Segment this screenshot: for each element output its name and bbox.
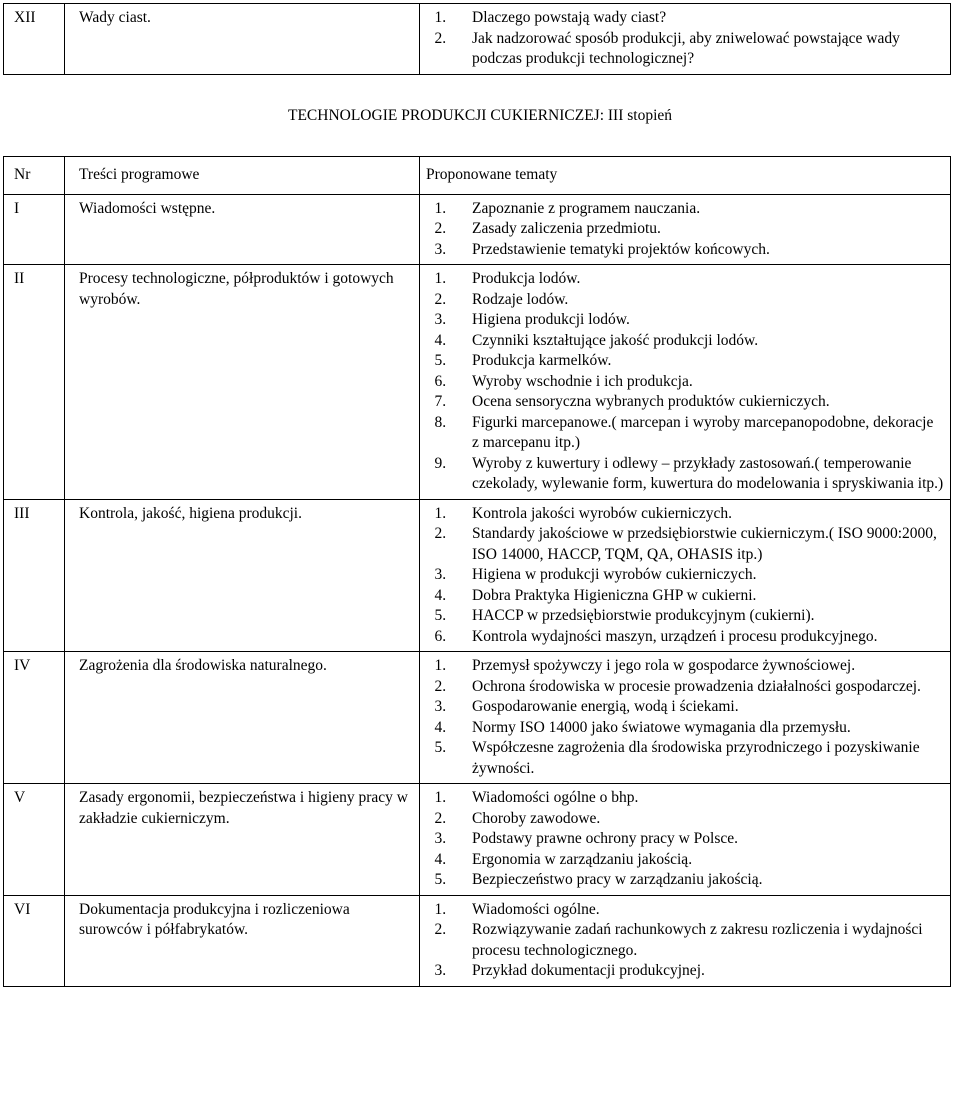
row-number: IV [4, 652, 65, 784]
table-header-row [4, 157, 951, 195]
topic-item: 3. Przedstawienie tematyki projektów końcowych. [450, 240, 944, 261]
row-number: II [4, 265, 65, 500]
topic-item: 4. Normy ISO 14000 jako światowe wymagania dla przemysłu. [450, 718, 944, 739]
topic-item: 4. Dobra Praktyka Higieniczna GHP w cukierni. [450, 586, 944, 607]
row-number: V [4, 784, 65, 896]
topic-item: 2. Zasady zaliczenia przedmiotu. [450, 219, 944, 240]
table-row [4, 652, 951, 784]
header-topics: Proponowane tematy [420, 157, 951, 195]
topic-item: 6. Wyroby wschodnie i ich produkcja. [450, 372, 944, 393]
proposed-topics [420, 784, 951, 896]
topic-item: 4. Ergonomia w zarządzaniu jakością. [450, 850, 944, 871]
proposed-topics [420, 194, 951, 265]
table-row [4, 194, 951, 265]
proposed-topics [420, 652, 951, 784]
row-number: III [4, 499, 65, 652]
topic-item: 2. Rozwiązywanie zadań rachunkowych z zakresu rozliczenia i wydajności procesu technologicznego. [450, 920, 944, 961]
topic-item: 2. Standardy jakościowe w przedsiębiorstwie cukierniczym.( ISO 9000:2000, ISO 14000, HACCP, TQM, QA, OHASIS itp.) [450, 524, 944, 565]
table-row [4, 4, 951, 75]
proposed-topics [420, 895, 951, 986]
topic-item: 1. Przemysł spożywczy i jego rola w gospodarce żywnościowej. [450, 656, 944, 677]
topic-item: 8. Figurki marcepanowe.( marcepan i wyroby marcepanopodobne, dekoracje z marcepanu itp.) [450, 413, 944, 454]
topic-item: 3. Higiena w produkcji wyrobów cukierniczych. [450, 565, 944, 586]
topic-item: 4. Czynniki kształtujące jakość produkcji lodów. [450, 331, 944, 352]
row-number: I [4, 194, 65, 265]
header-content: Treści programowe [65, 157, 420, 195]
header-nr: Nr [4, 157, 65, 195]
topic-item: 9. Wyroby z kuwertury i odlewy – przykłady zastosowań.( temperowanie czekolady, wylewanie form, kuwertura do modelowania i spryskiwania itp.) [450, 454, 944, 495]
topic-item: 2. Choroby zawodowe. [450, 809, 944, 830]
topic-item: 3. Gospodarowanie energią, wodą i ściekami. [450, 697, 944, 718]
topic-item: 7. Ocena sensoryczna wybranych produktów cukierniczych. [450, 392, 944, 413]
topic-item: 2. Ochrona środowiska w procesie prowadzenia działalności gospodarczej. [450, 677, 944, 698]
topic-item: 3. Podstawy prawne ochrony pracy w Polsce. [450, 829, 944, 850]
row-number: VI [4, 895, 65, 986]
proposed-topics [420, 499, 951, 652]
program-content: Kontrola, jakość, higiena produkcji. [65, 499, 420, 652]
topic-item: 1. Kontrola jakości wyrobów cukierniczych. [450, 504, 944, 525]
topic-item: 1. Zapoznanie z programem nauczania. [450, 199, 944, 220]
proposed-topics [420, 265, 951, 500]
topic-item: 3. Higiena produkcji lodów. [450, 310, 944, 331]
topic-item: 5. Współczesne zagrożenia dla środowiska przyrodniczego i pozyskiwanie żywności. [450, 738, 944, 779]
program-content: Dokumentacja produkcyjna i rozliczeniowa surowców i półfabrykatów. [65, 895, 420, 986]
table-row [4, 499, 951, 652]
program-table [3, 156, 951, 987]
topic-item: 1. Wiadomości ogólne. [450, 900, 944, 921]
topic-item: 5. Produkcja karmelków. [450, 351, 944, 372]
row-number: XII [4, 4, 65, 75]
program-content: Procesy technologiczne, półproduktów i gotowych wyrobów. [65, 265, 420, 500]
program-content: Wady ciast. [65, 4, 420, 75]
program-content: Zagrożenia dla środowiska naturalnego. [65, 652, 420, 784]
previous-program-table [3, 3, 951, 75]
table-row [4, 784, 951, 896]
table-row [4, 895, 951, 986]
topic-item: 6. Kontrola wydajności maszyn, urządzeń i procesu produkcyjnego. [450, 627, 944, 648]
topic-item: 2. Rodzaje lodów. [450, 290, 944, 311]
topic-item: 3. Przykład dokumentacji produkcyjnej. [450, 961, 944, 982]
topic-item: 1. Dlaczego powstają wady ciast? [450, 8, 944, 29]
proposed-topics [420, 4, 951, 75]
program-content: Zasady ergonomii, bezpieczeństwa i higieny pracy w zakładzie cukierniczym. [65, 784, 420, 896]
program-content: Wiadomości wstępne. [65, 194, 420, 265]
topic-item: 1. Wiadomości ogólne o bhp. [450, 788, 944, 809]
table-row [4, 265, 951, 500]
topic-item: 1. Produkcja lodów. [450, 269, 944, 290]
topic-item: 5. HACCP w przedsiębiorstwie produkcyjnym (cukierni). [450, 606, 944, 627]
section-title: TECHNOLOGIE PRODUKCJI CUKIERNICZEJ: III stopień [287, 107, 673, 124]
topic-item: 2. Jak nadzorować sposób produkcji, aby zniwelować powstające wady podczas produkcji technologicznej? [450, 29, 944, 70]
topic-item: 5. Bezpieczeństwo pracy w zarządzaniu jakością. [450, 870, 944, 891]
